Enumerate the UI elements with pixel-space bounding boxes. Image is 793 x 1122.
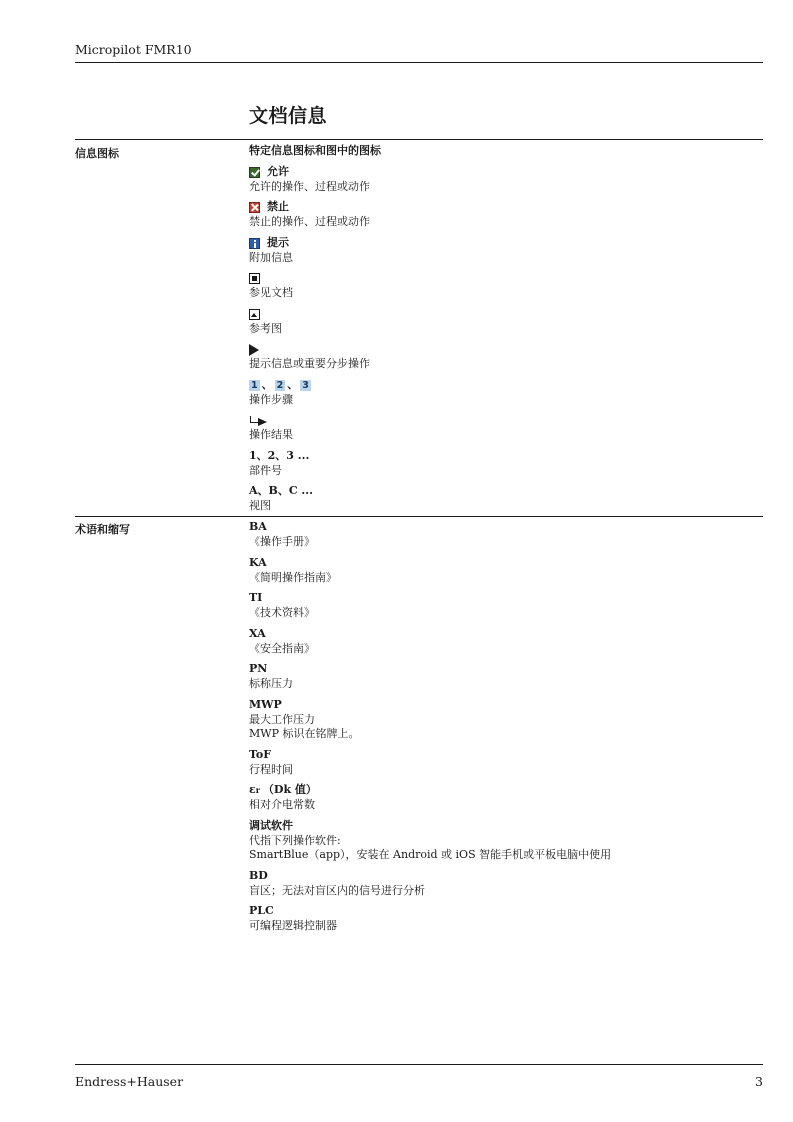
term-entry: [249, 591, 763, 621]
step-badge: 2: [276, 379, 284, 391]
footer-rule: [75, 1064, 763, 1065]
terms-column: [249, 520, 763, 940]
term-entry: [249, 748, 763, 778]
figure-reference-icon: [249, 309, 260, 320]
term-entry: [249, 783, 763, 813]
forbidden-icon: [249, 202, 260, 213]
term-description: 《操作手册》: [249, 535, 315, 548]
term-entry: [249, 556, 763, 586]
play-arrow-icon: [249, 344, 259, 356]
info-entry-figure-reference: [249, 307, 763, 337]
info-entry-tip: [249, 236, 763, 266]
step-separator: 、: [261, 377, 273, 391]
term-title: BD: [249, 868, 268, 882]
term-title-suffix: （Dk 值）: [262, 783, 317, 797]
step-badge: 1: [251, 379, 258, 391]
entry-description: 操作步骤: [249, 392, 293, 406]
info-icons-column: [249, 144, 763, 520]
result-arrow-icon: [249, 415, 269, 427]
term-entry: [249, 520, 763, 550]
allowed-icon: [249, 167, 260, 178]
step-badge: 3: [302, 379, 309, 391]
section-rule-terms: [75, 516, 763, 517]
term-entry: [249, 819, 763, 863]
epsilon-subscript: r: [255, 785, 260, 796]
term-entry: [249, 662, 763, 692]
term-entry: [249, 869, 763, 899]
entry-description: 允许的操作、过程或动作: [249, 179, 370, 193]
term-description: 《安全指南》: [249, 641, 315, 655]
section-label-terms: 术语和缩写: [75, 523, 130, 536]
epsilon-symbol: ε: [249, 783, 256, 797]
tip-icon: [249, 238, 260, 249]
term-title: KA: [249, 555, 267, 569]
header-rule: [75, 62, 763, 63]
info-entry-allowed: [249, 165, 763, 195]
term-title: PLC: [249, 904, 274, 918]
term-entry: [249, 698, 763, 742]
entry-title: 禁止: [267, 200, 289, 214]
entry-title: 提示: [267, 235, 289, 249]
term-title: MWP: [249, 697, 282, 711]
term-title: BA: [249, 520, 267, 534]
term-title: [249, 783, 763, 798]
info-entry-tip-step: [249, 342, 763, 372]
term-title: 调试软件: [249, 818, 293, 832]
term-entry: [249, 904, 763, 934]
entry-description: 附加信息: [249, 250, 293, 264]
term-title: PN: [249, 662, 268, 676]
term-description: 《技术资料》: [249, 606, 315, 619]
term-description-extra: SmartBlue（app），安装在 Android 或 iOS 智能手机或平板电脑中使用: [249, 848, 612, 861]
entry-description: 参见文档: [249, 286, 293, 299]
term-title: XA: [249, 626, 266, 640]
term-description: 盲区；无法对盲区内的信号进行分析: [249, 883, 425, 897]
page-number: 3: [755, 1074, 763, 1089]
info-entry-views: [249, 484, 763, 514]
term-description: 最大工作压力: [249, 712, 315, 726]
term-description-extra: MWP 标识在铭牌上。: [249, 727, 360, 740]
entry-description: 禁止的操作、过程或动作: [249, 215, 370, 228]
term-description: 标称压力: [249, 677, 293, 690]
term-description: 可编程逻辑控制器: [249, 919, 337, 932]
term-entry: [249, 627, 763, 657]
info-icons-subheading: 特定信息图标和图中的图标: [249, 144, 381, 157]
entry-description: 部件号: [249, 463, 282, 477]
term-title: ToF: [249, 747, 272, 761]
info-entry-steps: [249, 378, 763, 408]
entry-title: 1、2、3 ...: [249, 448, 310, 462]
entry-title: A、B、C ...: [249, 484, 313, 498]
entry-description: 提示信息或重要分步操作: [249, 357, 370, 370]
term-title: TI: [249, 591, 263, 605]
entry-description: 操作结果: [249, 428, 293, 441]
term-description: 相对介电常数: [249, 798, 315, 811]
entry-title: 允许: [267, 164, 289, 178]
info-entry-item-numbers: [249, 449, 763, 479]
step-separator: 、: [287, 377, 299, 391]
info-entry-forbidden: [249, 200, 763, 230]
page-title: 文档信息: [249, 105, 328, 127]
section-rule-info-icons: [75, 139, 763, 140]
footer-brand: Endress+Hauser: [75, 1074, 184, 1089]
term-description: 《简明操作指南》: [249, 570, 337, 584]
step-badges: [249, 378, 763, 393]
info-entry-document-reference: [249, 271, 763, 301]
section-label-info-icons: 信息图标: [75, 147, 119, 160]
term-description: 行程时间: [249, 762, 293, 776]
info-entry-result: [249, 413, 763, 443]
term-description: 代指下列操作软件:: [249, 833, 341, 847]
entry-description: 视图: [249, 499, 271, 512]
document-header-title: Micropilot FMR10: [75, 42, 192, 57]
entry-description: 参考图: [249, 321, 282, 335]
document-reference-icon: [249, 273, 260, 284]
